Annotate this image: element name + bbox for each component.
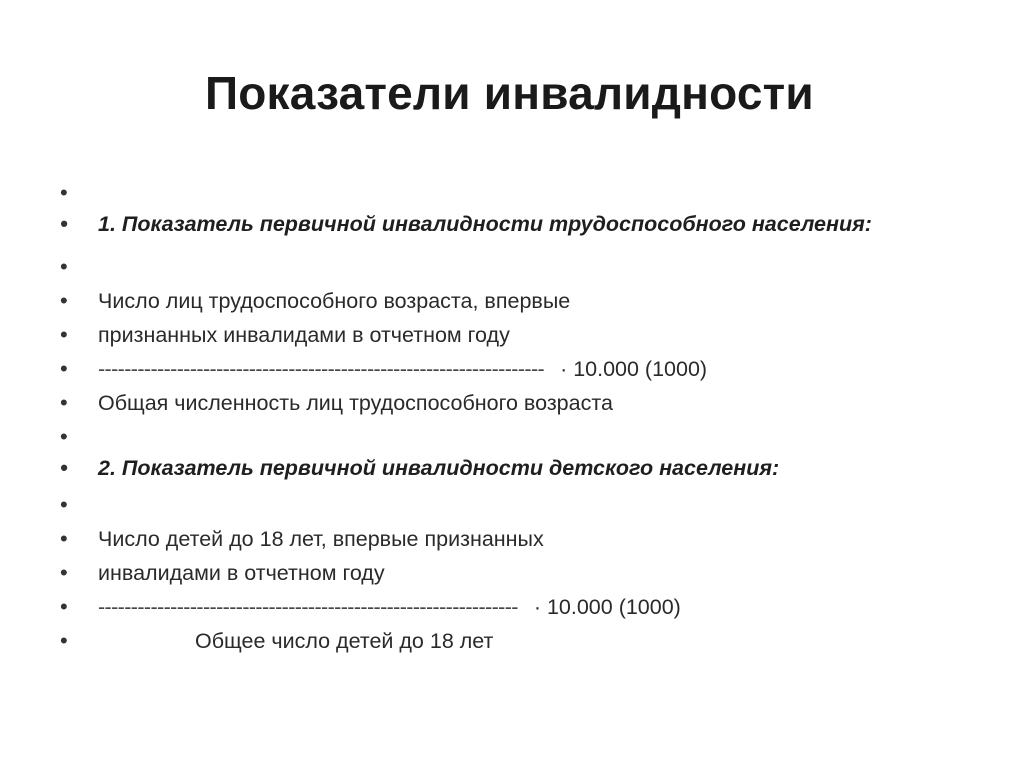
numerator-line-2: • признанных инвалидами в отчетном году (60, 318, 960, 352)
numerator-line-1: • Число лиц трудоспособного возраста, впервые (60, 284, 960, 318)
heading-2-text: 2. Показатель первичной инвалидности детского населения: (98, 456, 780, 480)
bullet-empty (60, 420, 960, 454)
fraction-line-1 (60, 352, 960, 386)
numerator-line-3: • Число детей до 18 лет, впервые признанных (60, 522, 960, 556)
denominator-1: • Общая численность лиц трудоспособного возраста (60, 386, 960, 420)
slide-title: Показатели инвалидности (205, 67, 814, 119)
bullet-heading-1 (60, 210, 878, 250)
bullet-empty (60, 488, 960, 522)
multiplier: · 10.000 (1000) (533, 595, 681, 619)
heading-1-text: 1. Показатель первичной инвалидности трудоспособного населения: (98, 212, 872, 236)
numerator-line-4: • инвалидами в отчетном году (60, 556, 960, 590)
bullet-empty (60, 176, 960, 210)
denominator-2: • Общее число детей до 18 лет (60, 624, 960, 658)
bullet-empty (60, 250, 960, 284)
bullet-list (60, 176, 960, 658)
fraction-bar: ---------------------------------------------------------------- (98, 595, 518, 619)
fraction-bar: -------------------------------------------------------------------- (98, 357, 545, 381)
bullet-heading-2 (60, 454, 960, 488)
multiplier: · 10.000 (1000) (560, 357, 708, 381)
fraction-line-2 (60, 590, 960, 624)
